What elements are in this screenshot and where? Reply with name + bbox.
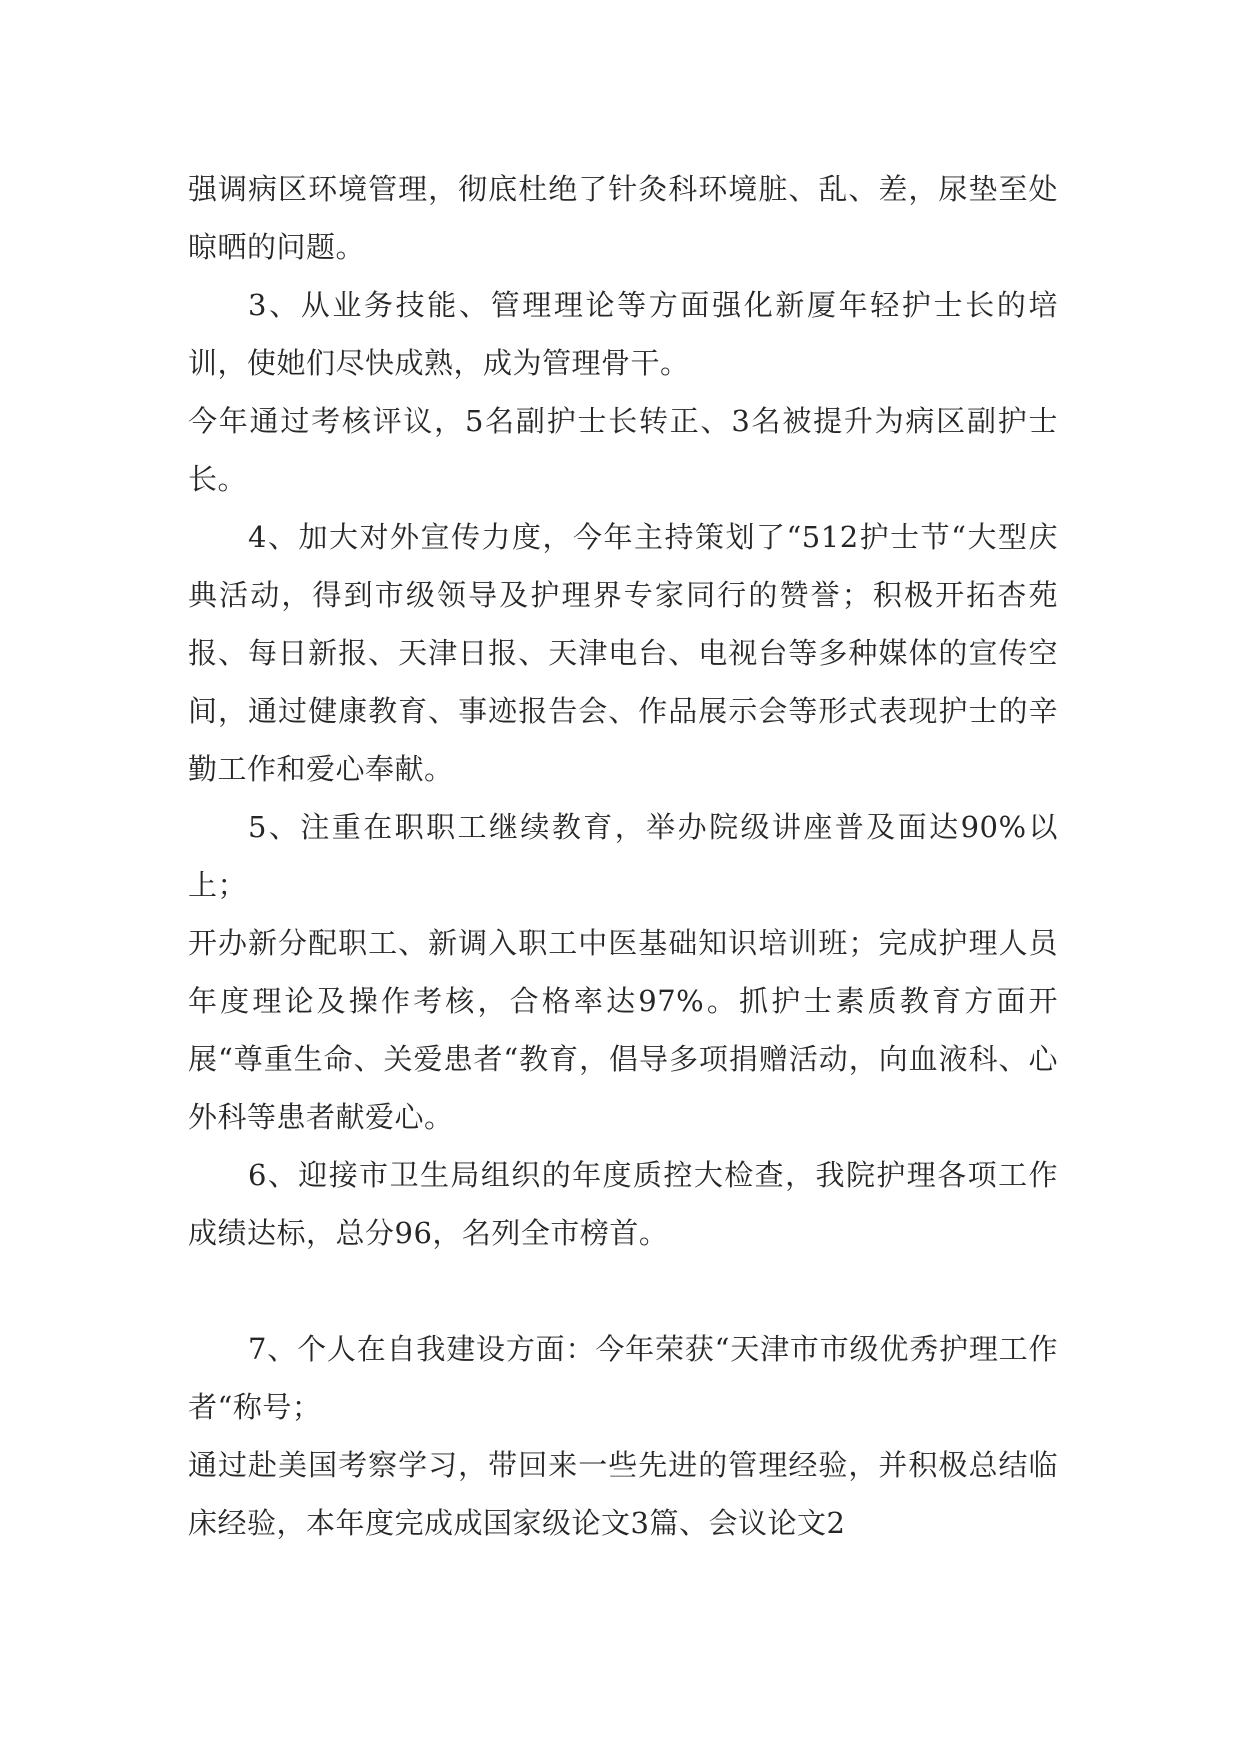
document-body xyxy=(188,160,1058,1552)
paragraph: 开办新分配职工、新调入职工中医基础知识培训班；完成护理人员年度理论及操作考核，合格率达97%。抓护士素质教育方面开展“尊重生命、关爱患者“教育，倡导多项捐赠活动，向血液科、心外科等患者献爱心。 xyxy=(188,926,1058,1134)
paragraph-spacer xyxy=(188,1262,1058,1320)
paragraph: 4、加大对外宣传力度，今年主持策划了“512护士节“大型庆典活动，得到市级领导及护理界专家同行的赞誉；积极开拓杏苑报、每日新报、天津日报、天津电台、电视台等多种媒体的宣传空间，通过健康教育、事迹报告会、作品展示会等形式表现护士的辛勤工作和爱心奉献。 xyxy=(188,520,1058,786)
paragraph: 6、迎接市卫生局组织的年度质控大检查，我院护理各项工作成绩达标，总分96，名列全市榜首。 xyxy=(188,1158,1058,1250)
paragraph: 强调病区环境管理，彻底杜绝了针灸科环境脏、乱、差，尿垫至处晾晒的问题。 xyxy=(188,172,1058,264)
paragraph: 5、注重在职职工继续教育，举办院级讲座普及面达90%以上； xyxy=(188,810,1058,902)
paragraph: 今年通过考核评议，5名副护士长转正、3名被提升为病区副护士长。 xyxy=(188,404,1058,496)
paragraph: 7、个人在自我建设方面：今年荣获“天津市市级优秀护理工作者“称号； xyxy=(188,1332,1058,1424)
paragraph: 通过赴美国考察学习，带回来一些先进的管理经验，并积极总结临床经验，本年度完成成国家级论文3篇、会议论文2 xyxy=(188,1448,1058,1540)
paragraph: 3、从业务技能、管理理论等方面强化新厦年轻护士长的培训，使她们尽快成熟，成为管理骨干。 xyxy=(188,288,1058,380)
